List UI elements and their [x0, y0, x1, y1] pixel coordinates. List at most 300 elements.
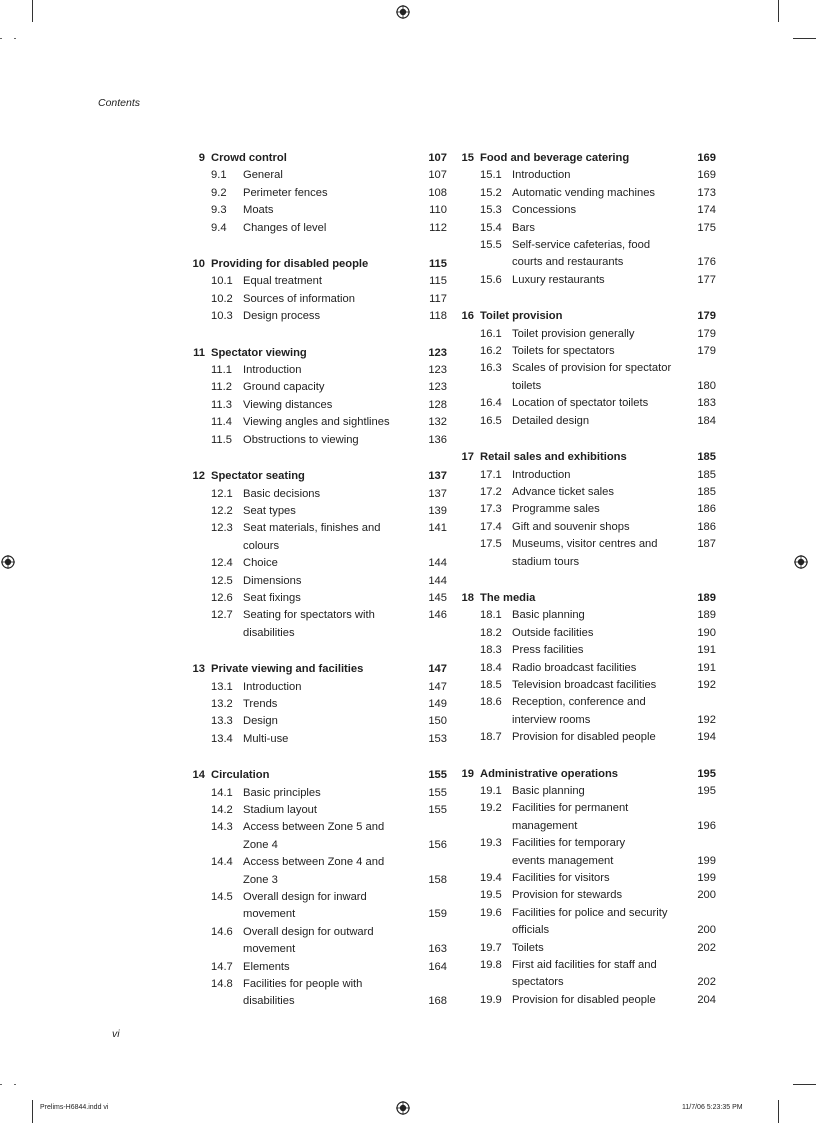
- crop-mark: [32, 0, 33, 22]
- toc-entry: [185, 924, 447, 941]
- section-title: Radio broadcast facilities: [512, 661, 637, 674]
- section-number: 16.3: [480, 362, 502, 375]
- section-number: 19.8: [480, 959, 502, 972]
- registration-mark-icon: [396, 1101, 410, 1115]
- section-title: Zone 3: [243, 873, 278, 886]
- section-page: 144: [428, 574, 447, 587]
- section-number: 13.2: [211, 697, 233, 710]
- section-title: courts and restaurants: [512, 256, 624, 269]
- section-title: Access between Zone 5 and: [243, 821, 385, 834]
- section-title: Introduction: [243, 364, 302, 377]
- section-title: General: [243, 169, 283, 182]
- section-number: 18.4: [480, 661, 502, 674]
- section-title: Ground capacity: [243, 381, 325, 394]
- toc-entry: [185, 607, 447, 624]
- section-title: Basic planning: [512, 609, 585, 622]
- toc-entry: [454, 343, 716, 360]
- section-page: 107: [428, 169, 447, 182]
- section-title: Television broadcast facilities: [512, 678, 657, 691]
- toc-chapter: [454, 150, 716, 289]
- toc-entry: [185, 308, 447, 325]
- section-page: 186: [697, 520, 716, 533]
- chapter-heading: [454, 308, 716, 325]
- toc-entry: [454, 167, 716, 184]
- section-page: 149: [428, 697, 447, 710]
- section-number: 18.3: [480, 644, 502, 657]
- section-number: 17.4: [480, 520, 502, 533]
- section-number: 16.4: [480, 397, 502, 410]
- chapter-page: 185: [697, 451, 716, 464]
- section-title: Facilities for people with: [243, 978, 363, 991]
- section-title: Toilet provision generally: [512, 327, 635, 340]
- section-number: 14.5: [211, 891, 233, 904]
- section-number: 10.1: [211, 275, 233, 288]
- section-number: 10.3: [211, 310, 233, 323]
- chapter-page: 107: [428, 152, 447, 164]
- section-title: stadium tours: [512, 555, 580, 568]
- toc-entry: [185, 185, 447, 202]
- section-title: Changes of level: [243, 221, 327, 234]
- section-page: 123: [428, 381, 447, 394]
- toc-entry: [185, 486, 447, 503]
- chapter-page: 155: [428, 769, 447, 782]
- section-page: 173: [697, 186, 716, 199]
- section-number: 11.4: [211, 416, 232, 429]
- toc-entry: [185, 854, 447, 871]
- section-title: Facilities for permanent: [512, 802, 629, 815]
- toc-entry: [454, 905, 716, 922]
- section-number: 11.5: [211, 433, 232, 446]
- toc-entry: [454, 413, 716, 430]
- section-title: Basic principles: [243, 786, 321, 799]
- section-title: Scales of provision for spectator: [512, 362, 672, 375]
- section-title: Design process: [243, 310, 321, 323]
- toc-entry: [454, 254, 716, 271]
- section-number: 11.2: [211, 381, 232, 394]
- section-title: Reception, conference and: [512, 696, 646, 709]
- toc-entry: [454, 220, 716, 237]
- toc-chapter: [454, 308, 716, 430]
- section-number: 18.6: [480, 696, 502, 709]
- section-title: Facilities for temporary: [512, 837, 626, 850]
- section-page: 190: [697, 626, 716, 639]
- toc-entry: [454, 712, 716, 729]
- toc-entry: [454, 272, 716, 289]
- toc-entry: [454, 326, 716, 343]
- chapter-number: 16: [461, 310, 474, 323]
- section-page: 147: [428, 680, 447, 693]
- section-number: 19.2: [480, 802, 502, 815]
- section-page: 202: [697, 941, 716, 954]
- section-page: 179: [697, 327, 716, 340]
- toc-entry: [185, 906, 447, 923]
- chapter-heading: [185, 150, 447, 167]
- section-page: 139: [428, 504, 447, 517]
- toc-entry: [454, 501, 716, 518]
- section-title: Basic decisions: [243, 487, 321, 500]
- toc-chapter: [185, 767, 447, 1011]
- section-number: 12.3: [211, 522, 233, 535]
- section-title: Provision for disabled people: [512, 993, 656, 1006]
- toc-entry: [185, 959, 447, 976]
- toc-entry: [454, 395, 716, 412]
- chapter-page: 179: [697, 310, 716, 323]
- section-title: colours: [243, 539, 280, 552]
- trim-dot: [0, 38, 2, 39]
- section-page: 153: [428, 732, 447, 745]
- section-page: 196: [697, 819, 716, 832]
- section-title: Concessions: [512, 204, 577, 217]
- section-page: 200: [697, 924, 716, 937]
- section-page: 186: [697, 503, 716, 516]
- section-page: 192: [697, 678, 716, 691]
- section-page: 156: [428, 838, 447, 851]
- toc-chapter: [454, 449, 716, 571]
- section-number: 14.1: [211, 786, 233, 799]
- toc-entry: [185, 625, 447, 642]
- section-number: 19.5: [480, 889, 502, 902]
- chapter-number: 15: [461, 152, 474, 164]
- section-page: 191: [697, 661, 716, 674]
- section-title: Access between Zone 4 and: [243, 856, 385, 869]
- section-page: 195: [697, 785, 716, 797]
- chapter-number: 10: [192, 258, 205, 271]
- section-title: interview rooms: [512, 713, 591, 726]
- chapter-page: 169: [697, 152, 716, 164]
- chapter-number: 14: [192, 769, 205, 782]
- toc-entry: [454, 360, 716, 377]
- section-title: Facilities for police and security: [512, 906, 668, 919]
- chapter-heading: [454, 150, 716, 167]
- section-title: disabilities: [243, 626, 295, 639]
- section-number: 15.3: [480, 204, 502, 217]
- section-title: Outside facilities: [512, 626, 594, 639]
- trim-dot: [14, 38, 16, 39]
- chapter-heading: [185, 661, 447, 678]
- toc-entry: [454, 202, 716, 219]
- section-number: 17.1: [480, 468, 502, 481]
- toc-column-left: [185, 150, 447, 1030]
- section-title: Obstructions to viewing: [243, 433, 359, 446]
- toc-entry: [454, 378, 716, 395]
- section-number: 13.3: [211, 715, 233, 728]
- toc-entry: [185, 713, 447, 730]
- section-title: Self-service cafeterias, food: [512, 239, 651, 252]
- section-number: 14.8: [211, 978, 233, 991]
- section-title: Introduction: [243, 680, 302, 693]
- section-page: 194: [697, 731, 716, 744]
- toc-entry: [454, 467, 716, 484]
- toc-chapter: [185, 345, 447, 449]
- section-number: 19.3: [480, 837, 502, 850]
- section-number: 19.4: [480, 872, 502, 885]
- section-page: 144: [428, 557, 447, 570]
- section-number: 10.2: [211, 292, 233, 305]
- section-number: 9.3: [211, 204, 227, 217]
- section-number: 15.5: [480, 239, 502, 252]
- section-page: 180: [697, 379, 716, 392]
- section-title: Choice: [243, 557, 278, 570]
- crop-mark: [32, 1100, 33, 1123]
- chapter-number: 18: [461, 591, 474, 604]
- section-number: 14.4: [211, 856, 233, 869]
- section-number: 12.1: [211, 487, 233, 500]
- section-title: First aid facilities for staff and: [512, 959, 657, 972]
- section-page: 158: [428, 873, 447, 886]
- section-number: 18.2: [480, 626, 502, 639]
- trim-dot: [0, 1084, 2, 1085]
- toc-entry: [185, 889, 447, 906]
- section-number: 15.1: [480, 169, 502, 182]
- section-number: 9.2: [211, 186, 227, 199]
- section-title: Press facilities: [512, 644, 584, 657]
- toc-entry: [454, 677, 716, 694]
- toc-entry: [185, 220, 447, 237]
- chapter-heading: [454, 590, 716, 607]
- section-page: 155: [428, 804, 447, 816]
- chapter-heading: [185, 345, 447, 362]
- toc-entry: [454, 625, 716, 642]
- section-title: Location of spectator toilets: [512, 397, 649, 410]
- toc-entry: [454, 660, 716, 677]
- section-page: 169: [697, 169, 716, 182]
- section-page: 200: [697, 889, 716, 902]
- toc-entry: [454, 694, 716, 711]
- toc-entry: [454, 940, 716, 957]
- chapter-number: 19: [461, 767, 474, 780]
- toc-entry: [185, 679, 447, 696]
- section-number: 17.2: [480, 485, 502, 498]
- section-title: spectators: [512, 976, 564, 989]
- section-number: 14.6: [211, 925, 233, 938]
- section-number: 19.7: [480, 941, 502, 954]
- chapter-heading: [185, 468, 447, 485]
- section-number: 17.3: [480, 503, 502, 516]
- section-title: Overall design for outward: [243, 925, 374, 938]
- section-page: 184: [697, 414, 716, 427]
- section-title: Programme sales: [512, 503, 600, 516]
- chapter-heading: [185, 256, 447, 273]
- section-page: 141: [428, 522, 447, 535]
- toc-entry: [454, 554, 716, 571]
- chapter-title: Retail sales and exhibitions: [480, 451, 627, 464]
- section-title: Seat materials, finishes and: [243, 522, 381, 535]
- section-number: 15.6: [480, 273, 502, 286]
- section-title: management: [512, 819, 578, 832]
- section-title: Equal treatment: [243, 275, 322, 288]
- chapter-title: Food and beverage catering: [480, 152, 630, 164]
- section-title: Trends: [243, 697, 278, 710]
- toc-entry: [454, 957, 716, 974]
- section-page: 110: [429, 204, 447, 217]
- section-title: Overall design for inward: [243, 891, 367, 904]
- section-title: Detailed design: [512, 414, 590, 427]
- section-title: Multi-use: [243, 732, 289, 745]
- toc-entry: [454, 729, 716, 746]
- section-title: movement: [243, 908, 296, 921]
- toc-chapter: [185, 661, 447, 748]
- section-page: 187: [697, 538, 716, 551]
- section-page: 163: [428, 943, 447, 956]
- section-page: 199: [697, 872, 716, 885]
- toc-entry: [185, 590, 447, 607]
- section-page: 108: [428, 186, 447, 199]
- registration-mark-icon: [1, 555, 15, 569]
- section-page: 202: [697, 976, 716, 989]
- section-title: Seat types: [243, 504, 296, 517]
- chapter-page: 137: [428, 470, 447, 483]
- toc-entry: [454, 519, 716, 536]
- chapter-heading: [454, 766, 716, 783]
- chapter-page: 147: [428, 663, 447, 676]
- section-page: 115: [429, 275, 447, 288]
- toc-entry: [185, 993, 447, 1010]
- section-number: 9.1: [211, 169, 227, 182]
- chapter-number: 13: [192, 663, 205, 676]
- chapter-number: 17: [461, 451, 474, 464]
- section-title: Moats: [243, 204, 274, 217]
- toc-entry: [454, 783, 716, 800]
- section-title: Sources of information: [243, 292, 355, 305]
- section-number: 13.1: [211, 680, 233, 693]
- chapter-page: 123: [428, 346, 447, 359]
- toc-entry: [185, 362, 447, 379]
- section-title: Museums, visitor centres and: [512, 538, 658, 551]
- section-number: 16.2: [480, 345, 502, 358]
- section-page: 185: [697, 468, 716, 481]
- chapter-title: Spectator seating: [211, 470, 305, 483]
- chapter-title: Circulation: [211, 769, 270, 782]
- toc-entry: [454, 237, 716, 254]
- section-number: 13.4: [211, 732, 233, 745]
- chapter-heading: [454, 449, 716, 466]
- chapter-page: 115: [428, 258, 447, 271]
- toc-entry: [454, 992, 716, 1009]
- section-title: Advance ticket sales: [512, 485, 614, 498]
- toc-entry: [185, 520, 447, 537]
- section-title: Viewing angles and sightlines: [243, 416, 390, 429]
- section-page: 168: [428, 995, 447, 1008]
- section-title: Provision for disabled people: [512, 731, 656, 744]
- toc-entry: [454, 853, 716, 870]
- section-page: 159: [428, 908, 447, 921]
- section-page: 123: [428, 364, 447, 377]
- toc-entry: [185, 573, 447, 590]
- section-page: 146: [428, 609, 447, 622]
- section-number: 14.7: [211, 960, 233, 973]
- section-title: Seat fixings: [243, 591, 301, 604]
- section-page: 185: [697, 485, 716, 498]
- toc-chapter: [185, 150, 447, 237]
- section-page: 179: [697, 345, 716, 358]
- toc-column-right: [454, 150, 716, 1028]
- toc-entry: [185, 555, 447, 572]
- section-number: 16.1: [480, 327, 502, 340]
- section-number: 11.1: [211, 364, 232, 377]
- toc-entry: [454, 922, 716, 939]
- toc-chapter: [185, 468, 447, 642]
- chapter-number: 9: [198, 152, 205, 164]
- section-number: 11.3: [211, 398, 232, 411]
- chapter-title: Administrative operations: [480, 767, 619, 780]
- section-title: Introduction: [512, 169, 571, 182]
- section-number: 12.4: [211, 557, 233, 570]
- chapter-title: Toilet provision: [480, 310, 563, 323]
- section-title: Elements: [243, 960, 290, 973]
- section-number: 16.5: [480, 414, 502, 427]
- chapter-heading: [185, 767, 447, 784]
- section-title: Seating for spectators with: [243, 609, 375, 622]
- registration-mark-icon: [396, 5, 410, 19]
- section-page: 128: [428, 398, 447, 411]
- toc-entry: [454, 870, 716, 887]
- section-page: 145: [428, 591, 447, 604]
- section-page: 155: [428, 786, 447, 799]
- section-title: Facilities for visitors: [512, 872, 610, 885]
- toc-entry: [454, 800, 716, 817]
- crop-mark: [778, 0, 779, 22]
- toc-entry: [185, 202, 447, 219]
- chapter-number: 11: [193, 346, 205, 359]
- section-number: 12.6: [211, 591, 233, 604]
- toc-entry: [185, 872, 447, 889]
- toc-entry: [454, 887, 716, 904]
- section-title: Bars: [512, 221, 536, 234]
- chapter-title: Providing for disabled people: [211, 258, 369, 271]
- toc-entry: [454, 974, 716, 991]
- section-title: events management: [512, 854, 614, 867]
- section-title: Zone 4: [243, 838, 278, 851]
- section-page: 174: [697, 204, 716, 217]
- chapter-title: The media: [480, 591, 536, 604]
- chapter-page: 189: [697, 591, 716, 604]
- section-title: Introduction: [512, 468, 571, 481]
- section-number: 9.4: [211, 221, 227, 234]
- section-page: 137: [428, 487, 447, 500]
- section-number: 12.5: [211, 574, 233, 587]
- section-page: 176: [697, 256, 716, 269]
- section-page: 118: [429, 310, 447, 323]
- chapter-title: Spectator viewing: [211, 346, 307, 359]
- section-page: 164: [428, 960, 447, 973]
- toc-entry: [454, 835, 716, 852]
- section-page: 177: [697, 273, 716, 286]
- section-page: 132: [428, 416, 447, 429]
- section-title: Automatic vending machines: [512, 186, 656, 199]
- section-page: 150: [428, 715, 447, 728]
- running-head: Contents: [98, 97, 141, 109]
- section-title: Viewing distances: [243, 398, 333, 411]
- slug-timestamp: 11/7/06 5:23:35 PM: [682, 1104, 743, 1111]
- toc-entry: [185, 273, 447, 290]
- section-number: 19.6: [480, 906, 502, 919]
- section-number: 12.2: [211, 504, 233, 517]
- section-title: Perimeter fences: [243, 186, 328, 199]
- section-number: 17.5: [480, 538, 502, 551]
- toc-entry: [185, 731, 447, 748]
- section-title: disabilities: [243, 995, 295, 1008]
- section-number: 14.3: [211, 821, 233, 834]
- chapter-page: 195: [697, 767, 716, 780]
- toc-entry: [185, 538, 447, 555]
- section-title: Stadium layout: [243, 804, 318, 816]
- toc-entry: [185, 379, 447, 396]
- slug-filename: Prelims-H6844.indd vi: [40, 1104, 109, 1111]
- toc-entry: [185, 167, 447, 184]
- section-title: Dimensions: [243, 574, 302, 587]
- crop-mark: [793, 1084, 816, 1085]
- toc-entry: [185, 802, 447, 819]
